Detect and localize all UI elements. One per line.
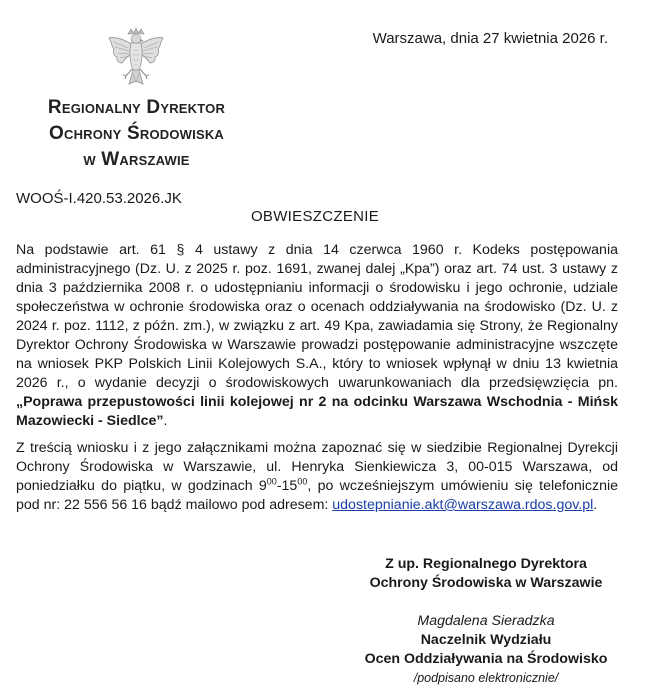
signature-block: [356, 555, 616, 688]
signatory-name: Magdalena Sieradzka: [417, 613, 555, 629]
paragraph-1-end: .: [163, 413, 168, 429]
authority-line-3: w Warszawie: [83, 149, 190, 170]
document-title: OBWIESZCZENIE: [250, 208, 380, 225]
signatory-position-2: Ocen Oddziaływania na Środowisko: [364, 651, 608, 667]
closing-hour-minutes: 00: [297, 476, 308, 487]
case-reference-number: WOOŚ-I.420.53.2026.JK: [16, 190, 182, 207]
opening-hour-minutes: 00: [266, 476, 277, 487]
notice-paragraph-2: [16, 439, 618, 515]
notice-paragraph-1: [16, 241, 618, 431]
polish-eagle-emblem-icon: [106, 26, 166, 90]
closing-hour: -15: [276, 478, 298, 494]
electronic-signature-note: /podpisano elektronicznie/: [413, 671, 559, 685]
signatory-position-1: Naczelnik Wydziału: [420, 632, 552, 648]
contact-email-link[interactable]: udostepnianie.akt@warszawa.rdos.gov.pl: [332, 497, 594, 513]
on-behalf-line-1: Z up. Regionalnego Dyrektora: [385, 556, 587, 572]
authority-line-1: Regionalny Dyrektor: [47, 97, 226, 118]
authority-line-2: Ochrony Środowiska: [49, 123, 224, 144]
paragraph-2-end: .: [593, 497, 598, 513]
issuing-authority: [14, 95, 259, 173]
paragraph-2-contact-text: , po wcześniejszym umówieniu się telefonicznie pod nr: 22 556 56 16 bądź mailowo pod adresem:: [16, 478, 618, 513]
paragraph-2-text: Z treścią wniosku i z jego załącznikami można zapoznać się w siedzibie Regionalnej Dyrekcji Ochrony Środowiska w Warszawie, ul. Henryka Sienkiewicza 3, 00-015 Warszawa, od poniedziałku do piątku, w godzinach 9: [16, 440, 618, 494]
paragraph-1-text: Na podstawie art. 61 § 4 ustawy z dnia 14 czerwca 1960 r. Kodeks postępowania administracyjnego (Dz. U. z 2025 r. poz. 1691, zwanej dalej „Kpa”) oraz art. 74 ust. 3 ustawy z dnia 3 października 2008 r. o udostępnianiu informacji o środowisku i jego ochronie, udziale społeczeństwa w ochronie środowiska oraz o ocenach oddziaływania na środowisko (Dz. U. z 2024 r. poz. 1112, z późn. zm.), w związku z art. 49 Kpa, zawiadamia się Strony, że Regionalny Dyrektor Ochrony Środowiska w Warszawie prowadzi postępowanie administracyjne wszczęte na wniosek PKP Polskich Linii Kolejowych S.A., który to wniosek wpłynął w dniu 13 kwietnia 2026 r., o wydanie decyzji o środowiskowych uwarunkowaniach dla przedsięwzięcia pn.: [16, 242, 618, 391]
place-and-date: Warszawa, dnia 27 kwietnia 2026 r.: [372, 30, 608, 47]
on-behalf-line-2: Ochrony Środowiska w Warszawie: [369, 575, 603, 591]
project-name: „Poprawa przepustowości linii kolejowej nr 2 na odcinku Warszawa Wschodnia - Mińsk Mazowiecki - Siedlce”: [16, 394, 618, 429]
